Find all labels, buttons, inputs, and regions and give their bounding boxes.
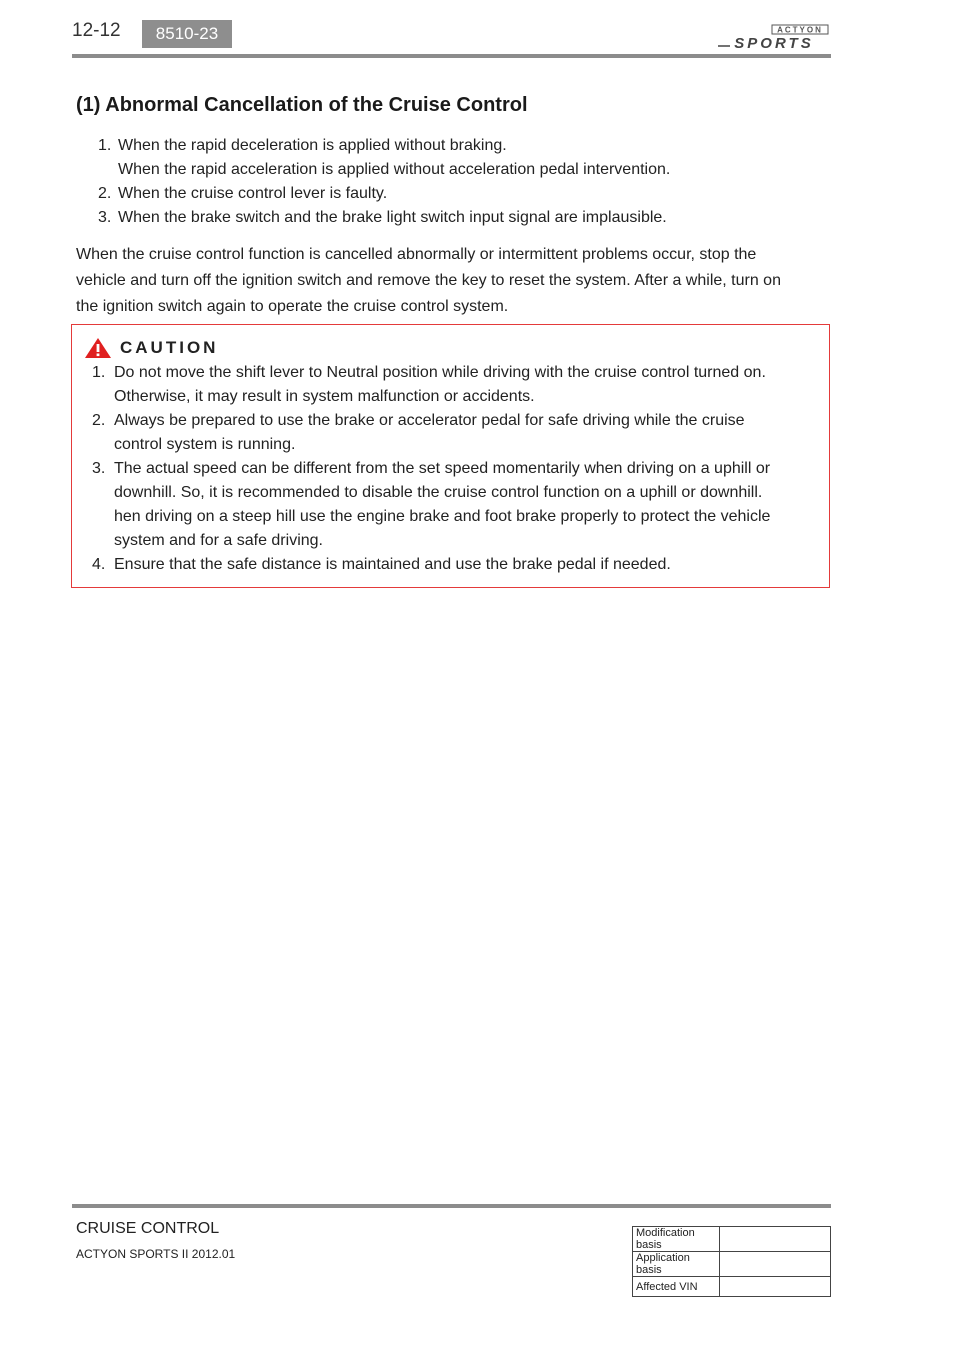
list-number: 2. — [98, 185, 112, 202]
list-item — [88, 553, 788, 577]
list-number: 3. — [98, 209, 112, 226]
list-text: When the cruise control lever is faulty. — [118, 185, 388, 202]
list-text: When the rapid acceleration is applied without acceleration pedal intervention. — [118, 161, 671, 178]
list-text: Always be prepared to use the brake or accelerator pedal for safe driving while the cruise control system is running. — [114, 412, 745, 453]
svg-text:ACTYON: ACTYON — [777, 25, 823, 35]
table-cell-label: Application basis — [633, 1252, 720, 1277]
caution-label: CAUTION — [120, 338, 219, 357]
footer-rule — [72, 1204, 831, 1208]
list-item — [88, 361, 788, 409]
table-row — [633, 1277, 831, 1297]
conditions-list — [76, 134, 796, 230]
list-text: When the brake switch and the brake light switch input signal are implausible. — [118, 209, 667, 226]
list-item — [76, 134, 796, 182]
caution-list — [88, 361, 788, 577]
list-text: Ensure that the safe distance is maintained and use the brake pedal if needed. — [114, 556, 671, 573]
table-row — [633, 1227, 831, 1252]
list-item — [76, 182, 796, 206]
page-number: 12-12 — [72, 20, 121, 41]
table-cell-value — [720, 1227, 831, 1252]
table-cell-label: Modification basis — [633, 1227, 720, 1252]
table-cell-value — [720, 1252, 831, 1277]
svg-text:SPORTS: SPORTS — [734, 35, 814, 50]
list-text: When the rapid deceleration is applied without braking. — [118, 137, 507, 154]
list-item — [76, 206, 796, 230]
section-title: (1) Abnormal Cancellation of the Cruise Control — [76, 94, 528, 116]
footer-chapter-title: CRUISE CONTROL — [76, 1220, 220, 1237]
table-cell-label: Affected VIN — [633, 1277, 720, 1297]
header-rule — [72, 54, 831, 58]
list-number: 3. — [92, 460, 106, 477]
list-item — [88, 457, 788, 553]
list-text: The actual speed can be different from the set speed momentarily when driving on a uphill or downhill. So, it is recommended to disable the cruise control function on a uphill or downhill. hen driving on a steep hill use the engine brake and foot brake properly to protect the vehicle system and for a safe driving. — [114, 460, 771, 549]
list-number: 1. — [98, 137, 112, 154]
caution-box — [71, 324, 830, 588]
list-item — [88, 409, 788, 457]
list-number: 4. — [92, 556, 106, 573]
table-cell-value — [720, 1277, 831, 1297]
list-number: 2. — [92, 412, 106, 429]
actyon-sports-logo — [716, 24, 832, 50]
warning-triangle-icon — [84, 337, 112, 359]
list-number: 1. — [92, 364, 106, 381]
table-row — [633, 1252, 831, 1277]
modification-table — [632, 1226, 831, 1297]
section-code-badge: 8510-23 — [142, 20, 232, 48]
list-text: Do not move the shift lever to Neutral position while driving with the cruise control turned on. Otherwise, it may result in system malfunction or accidents. — [114, 364, 766, 405]
footer-model-date: ACTYON SPORTS II 2012.01 — [76, 1247, 236, 1261]
reset-instructions-paragraph: When the cruise control function is cancelled abnormally or intermittent problems occur, stop the vehicle and turn off the ignition switch and remove the key to reset the system. After a while, turn on the ignition switch again to operate the cruise control system. — [76, 246, 781, 315]
